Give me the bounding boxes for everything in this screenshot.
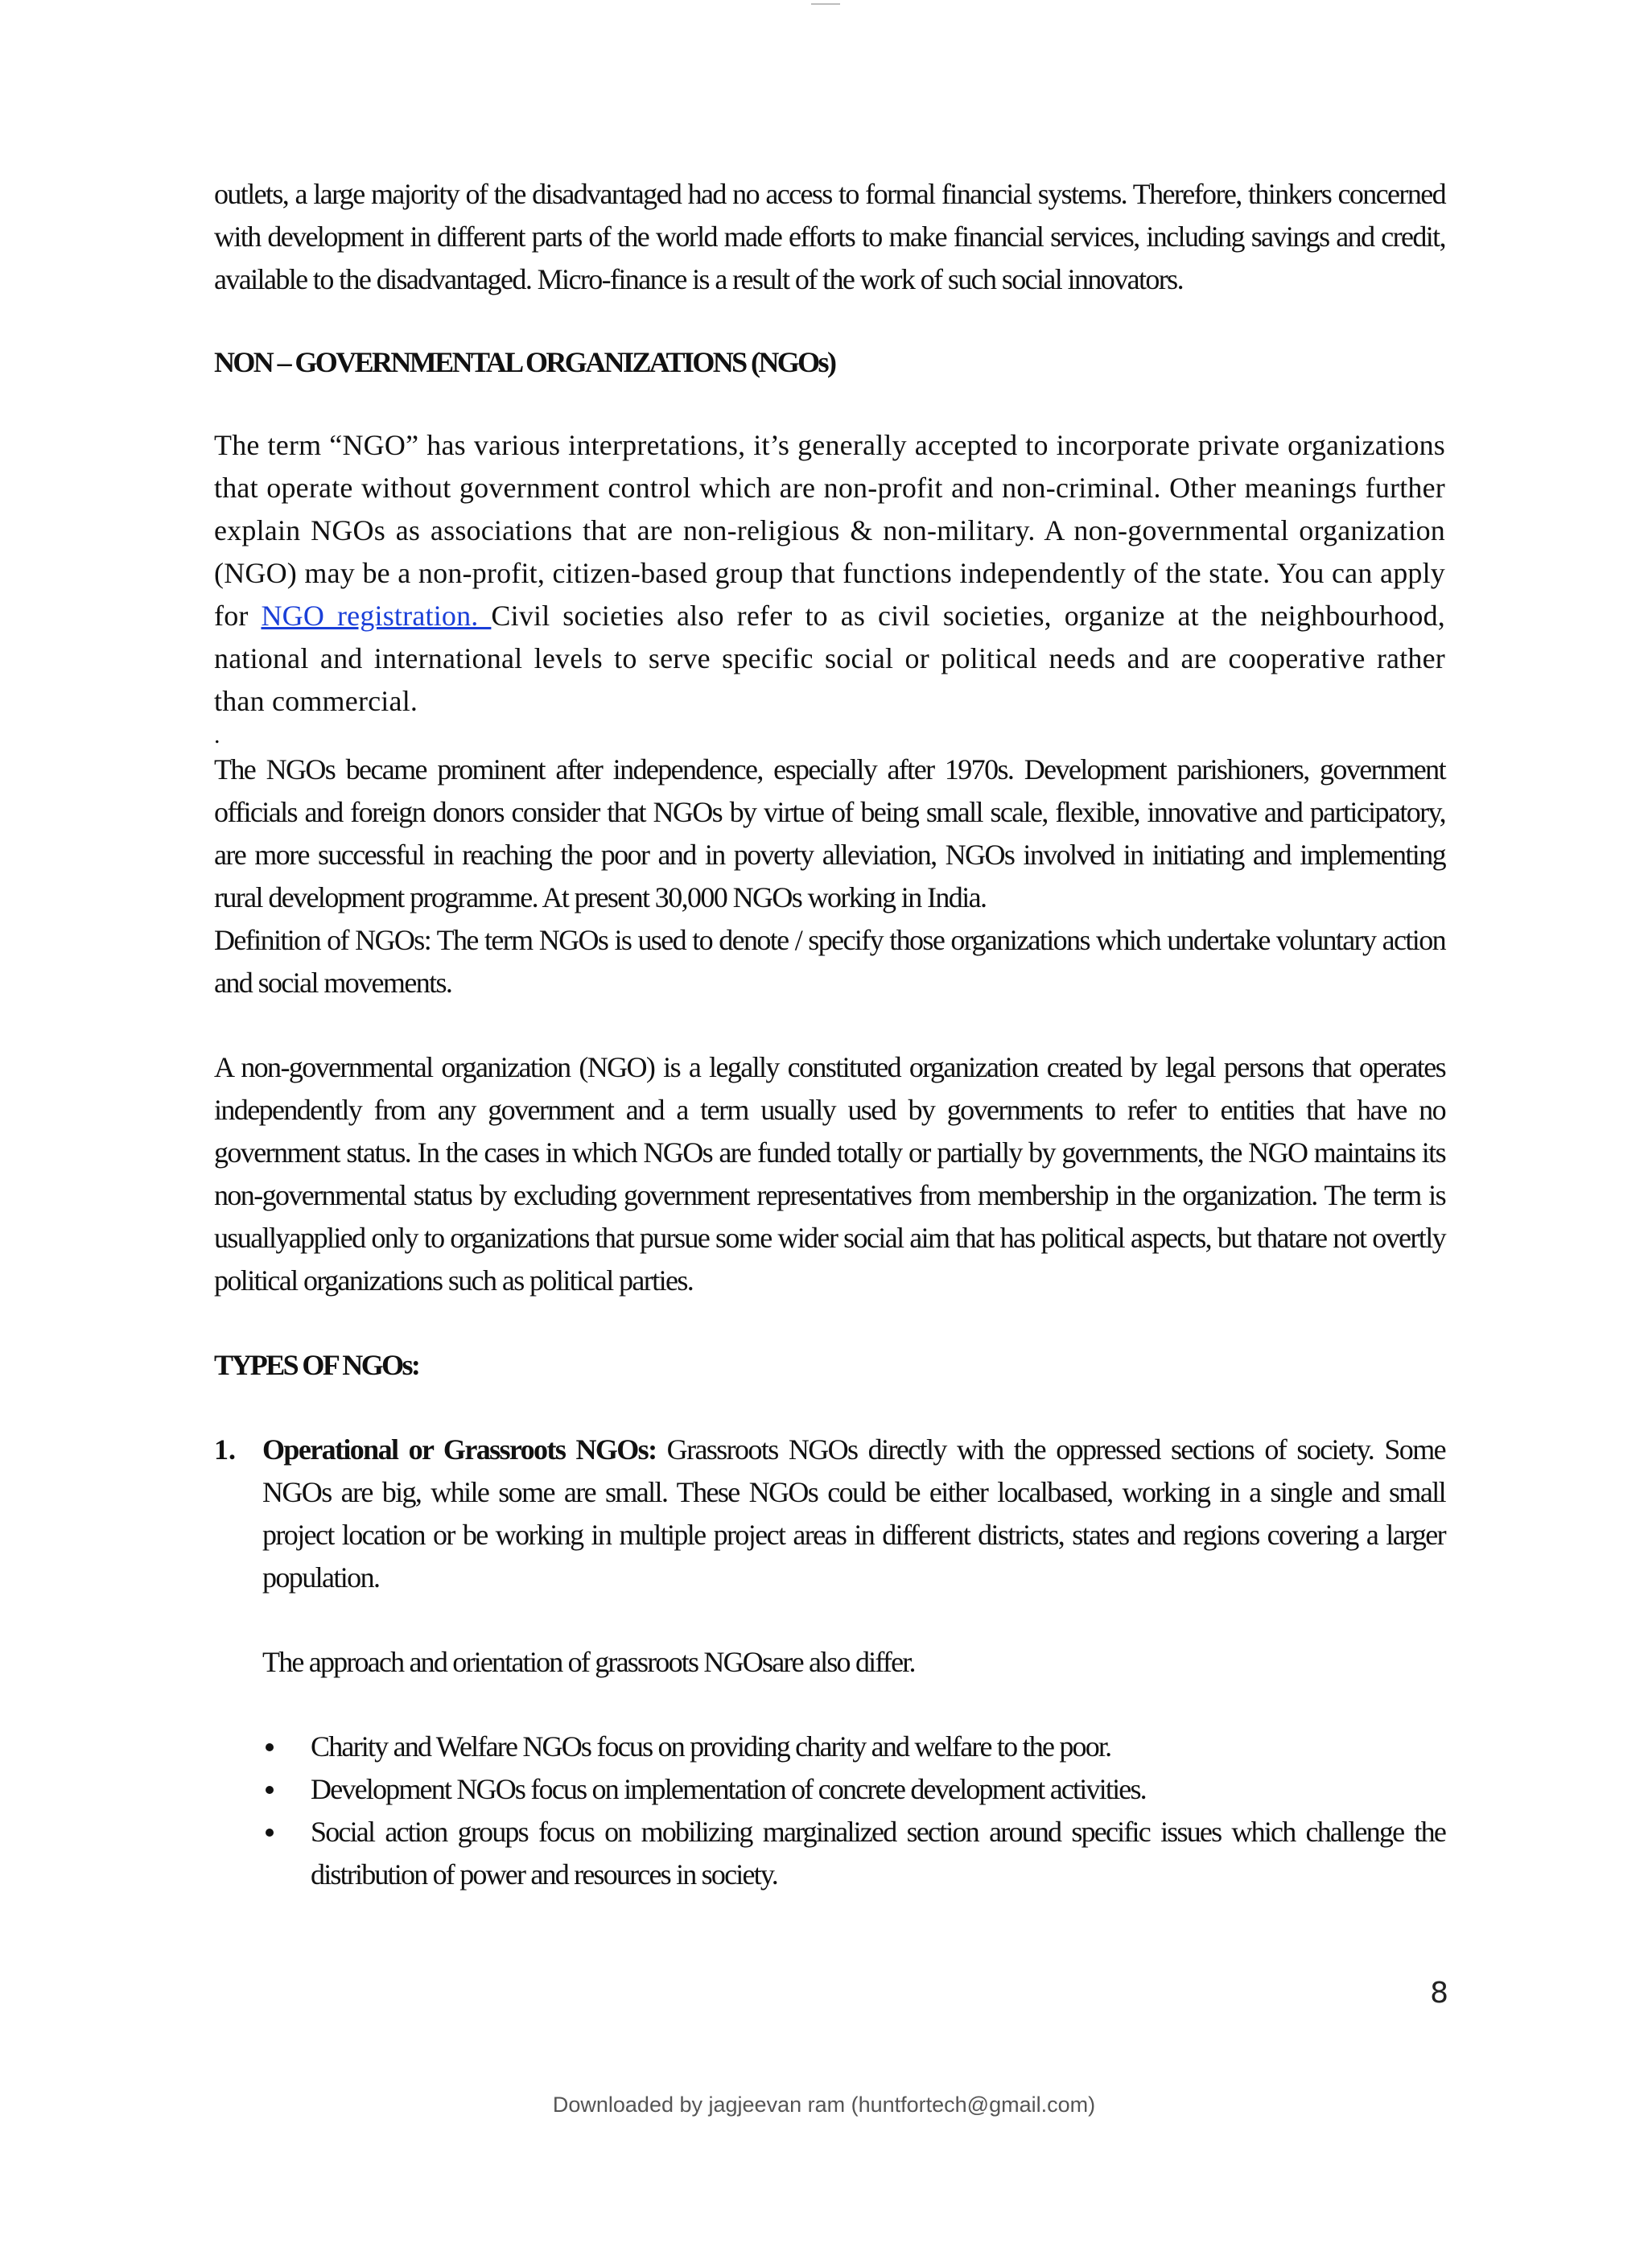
stray-dot: . xyxy=(214,722,220,748)
bullet-item-charity xyxy=(214,1726,1445,1768)
page-number: 8 xyxy=(1430,1977,1448,2010)
types-section-heading: TYPES OF NGOs: xyxy=(214,1349,419,1381)
intro-paragraph: outlets, a large majority of the disadvantaged had no access to formal financial systems. Therefore, thinkers concerned with development in different parts of the world made efforts to make financial services, including savings and credit, available to the disadvantaged. Micro-finance is a result of the work of such social innovators. xyxy=(214,178,1445,295)
top-page-mark xyxy=(811,3,840,5)
type-item-1 xyxy=(214,1429,1445,1599)
bullet-item-development xyxy=(214,1768,1445,1811)
type-item-1-text: Grassroots NGOs directly with the oppressed sections of society. Some NGOs are big, while some are small. These NGOs could be either localbased, working in a single and small project location or be working in multiple project areas in different districts, states and regions covering a larger population. xyxy=(262,1433,1445,1594)
type-item-1-body xyxy=(262,1429,1445,1599)
ngo-definition-paragraph: Definition of NGOs: The term NGOs is used to denote / specify those organizations which undertake voluntary action and social movements. xyxy=(214,924,1445,999)
type-item-1-number: 1. xyxy=(214,1433,236,1466)
bullet-dot-icon xyxy=(266,1786,274,1794)
bullet-item-text: Charity and Welfare NGOs focus on providing charity and welfare to the poor. xyxy=(311,1730,1111,1763)
approach-bullet-list xyxy=(214,1726,1445,1896)
type-item-1-title: Operational or Grassroots NGOs: xyxy=(262,1433,657,1466)
bullet-item-text: Social action groups focus on mobilizing marginalized section around specific issues which challenge the distribution of power and resources in society. xyxy=(311,1816,1445,1891)
bullet-dot-icon xyxy=(266,1743,274,1751)
ngo-section-heading: NON – GOVERNMENTAL ORGANIZATIONS (NGOs) xyxy=(214,346,835,378)
ngo-term-text-2: Civil societies also refer to as civil societies, organize at the neighbourhood, national and international levels to serve specific social or political needs and are cooperative rather than commercial. xyxy=(214,600,1446,717)
ngo-prominent-paragraph: The NGOs became prominent after independence, especially after 1970s. Development parishioners, government officials and foreign donors consider that NGOs by virtue of being small scale, flexible, innovative and participatory, are more successful in reaching the poor and in poverty alleviation, NGOs involved in initiating and implementing rural development programme. At present 30,000 NGOs working in India. xyxy=(214,753,1445,913)
bullet-item-text: Development NGOs focus on implementation of concrete development activities. xyxy=(311,1773,1146,1805)
ngo-legal-paragraph: A non-governmental organization (NGO) is a legally constituted organization created by legal persons that operates independently from any government and a term usually used by governments to refer to entities that have no government status. In the cases in which NGOs are funded totally or partially by governments, the NGO maintains its non-governmental status by excluding government representatives from membership in the organization. The term is usuallyapplied only to organizations that pursue some wider social aim that has political aspects, but thatare not overtly political organizations such as political parties. xyxy=(214,1051,1445,1297)
bullet-item-social-action xyxy=(214,1811,1445,1896)
document-body xyxy=(214,173,1445,1896)
download-footer: Downloaded by jagjeevan ram (huntfortech@gmail.com) xyxy=(552,2093,1096,2117)
bullet-dot-icon xyxy=(266,1829,274,1837)
ngo-registration-link[interactable]: NGO registration. xyxy=(261,600,492,632)
approach-paragraph: The approach and orientation of grassroots NGOsare also differ. xyxy=(262,1646,915,1678)
ngo-term-text-1: The term “NGO” has various interpretations, it’s generally accepted to incorporate private organizations that operate without government control which are non-profit and non-criminal. Other meanings further explain NGOs as associations that are non-religious & non-military. A non-governmental organization (NGO) may be a non-profit, citizen-based group that functions independently of the state. You can apply for xyxy=(214,429,1445,632)
ngo-term-paragraph xyxy=(214,424,1445,723)
